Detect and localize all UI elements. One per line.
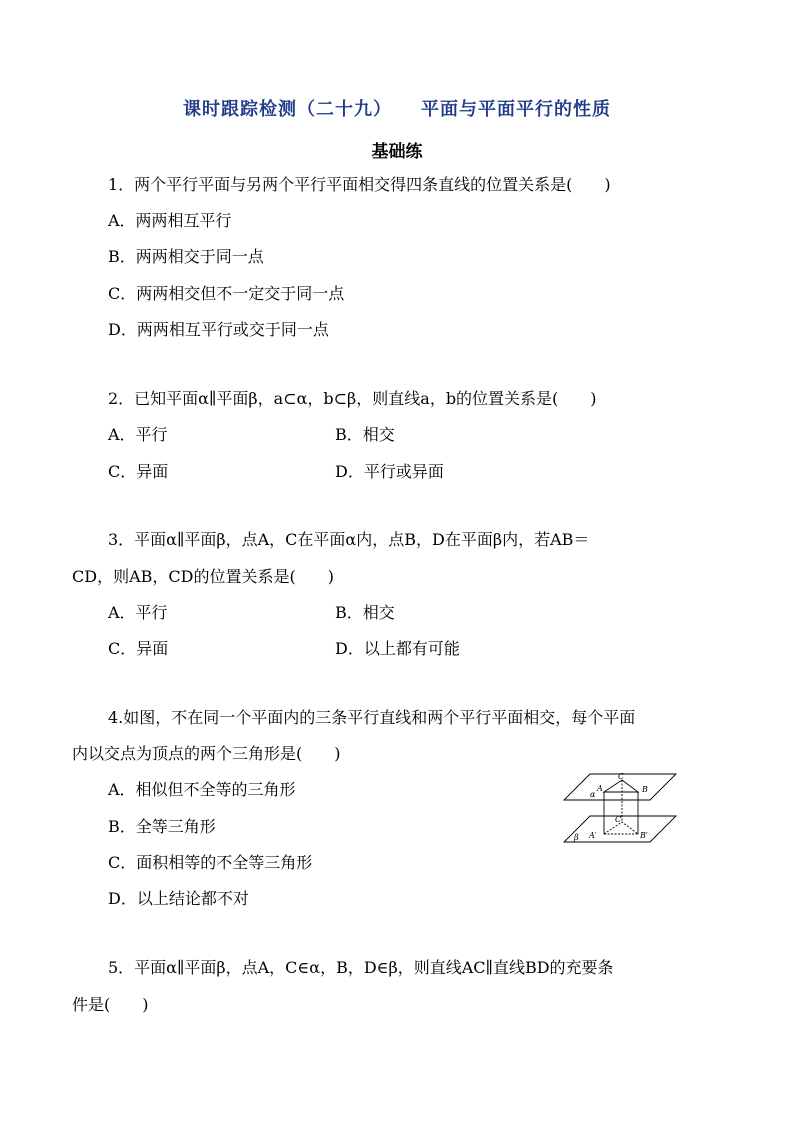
label-a1: A′ (589, 831, 597, 840)
question-2-option-d: D．平行或异面 (335, 462, 444, 481)
question-1-option-c: C．两两相交但不一定交于同一点 (108, 284, 345, 303)
question-4-stem-continued: 内以交点为顶点的两个三角形是( ) (72, 744, 341, 763)
triangle-abc (604, 780, 638, 792)
question-2-option-b: B．相交 (335, 425, 395, 444)
question-1-option-d: D．两两相互平行或交于同一点 (108, 320, 329, 339)
question-3-option-b: B．相交 (335, 603, 395, 622)
question-3-option-d: D．以上都有可能 (335, 639, 460, 658)
question-1-option-b: B．两两相交于同一点 (108, 247, 264, 266)
question-3-stem: 3．平面α∥平面β，点A，C在平面α内，点B，D在平面β内，若AB＝ (108, 530, 590, 549)
label-c: C (618, 772, 625, 781)
question-1-option-a: A．两两相互平行 (108, 211, 232, 230)
question-2-option-a: A．平行 (108, 425, 168, 444)
question-3-option-c: C．异面 (108, 639, 169, 658)
label-alpha: α (590, 790, 596, 799)
label-a: A (597, 784, 603, 793)
question-5-stem: 5．平面α∥平面β，点A，C∈α，B，D∈β，则直线AC∥直线BD的充要条 (108, 958, 614, 977)
page-title: 课时跟踪检测（二十九） 平面与平面平行的性质 (182, 99, 612, 120)
section-heading: 基础练 (371, 142, 423, 162)
question-4-option-a: A．相似但不全等的三角形 (108, 780, 296, 799)
question-1-stem: 1．两个平行平面与另两个平行平面相交得四条直线的位置关系是( ) (108, 175, 611, 194)
question-3-option-a: A．平行 (108, 603, 168, 622)
label-b1: B′ (640, 831, 648, 840)
label-b: B (642, 785, 648, 794)
question-3-stem-continued: CD，则AB，CD的位置关系是( ) (72, 567, 334, 586)
label-beta: β (574, 833, 579, 842)
question-5-stem-continued: 件是( ) (72, 995, 149, 1014)
parallel-planes-figure (560, 770, 678, 848)
question-2-option-c: C．异面 (108, 462, 169, 481)
question-4-option-d: D．以上结论都不对 (108, 889, 249, 908)
label-c1: C′ (615, 815, 623, 824)
question-2-stem: 2．已知平面α∥平面β，a⊂α，b⊂β，则直线a，b的位置关系是( ) (108, 389, 597, 408)
question-4-option-b: B．全等三角形 (108, 817, 216, 836)
question-4-stem: 4.如图，不在同一个平面内的三条平行直线和两个平行平面相交，每个平面 (108, 708, 636, 727)
question-4-option-c: C．面积相等的不全等三角形 (108, 853, 313, 872)
